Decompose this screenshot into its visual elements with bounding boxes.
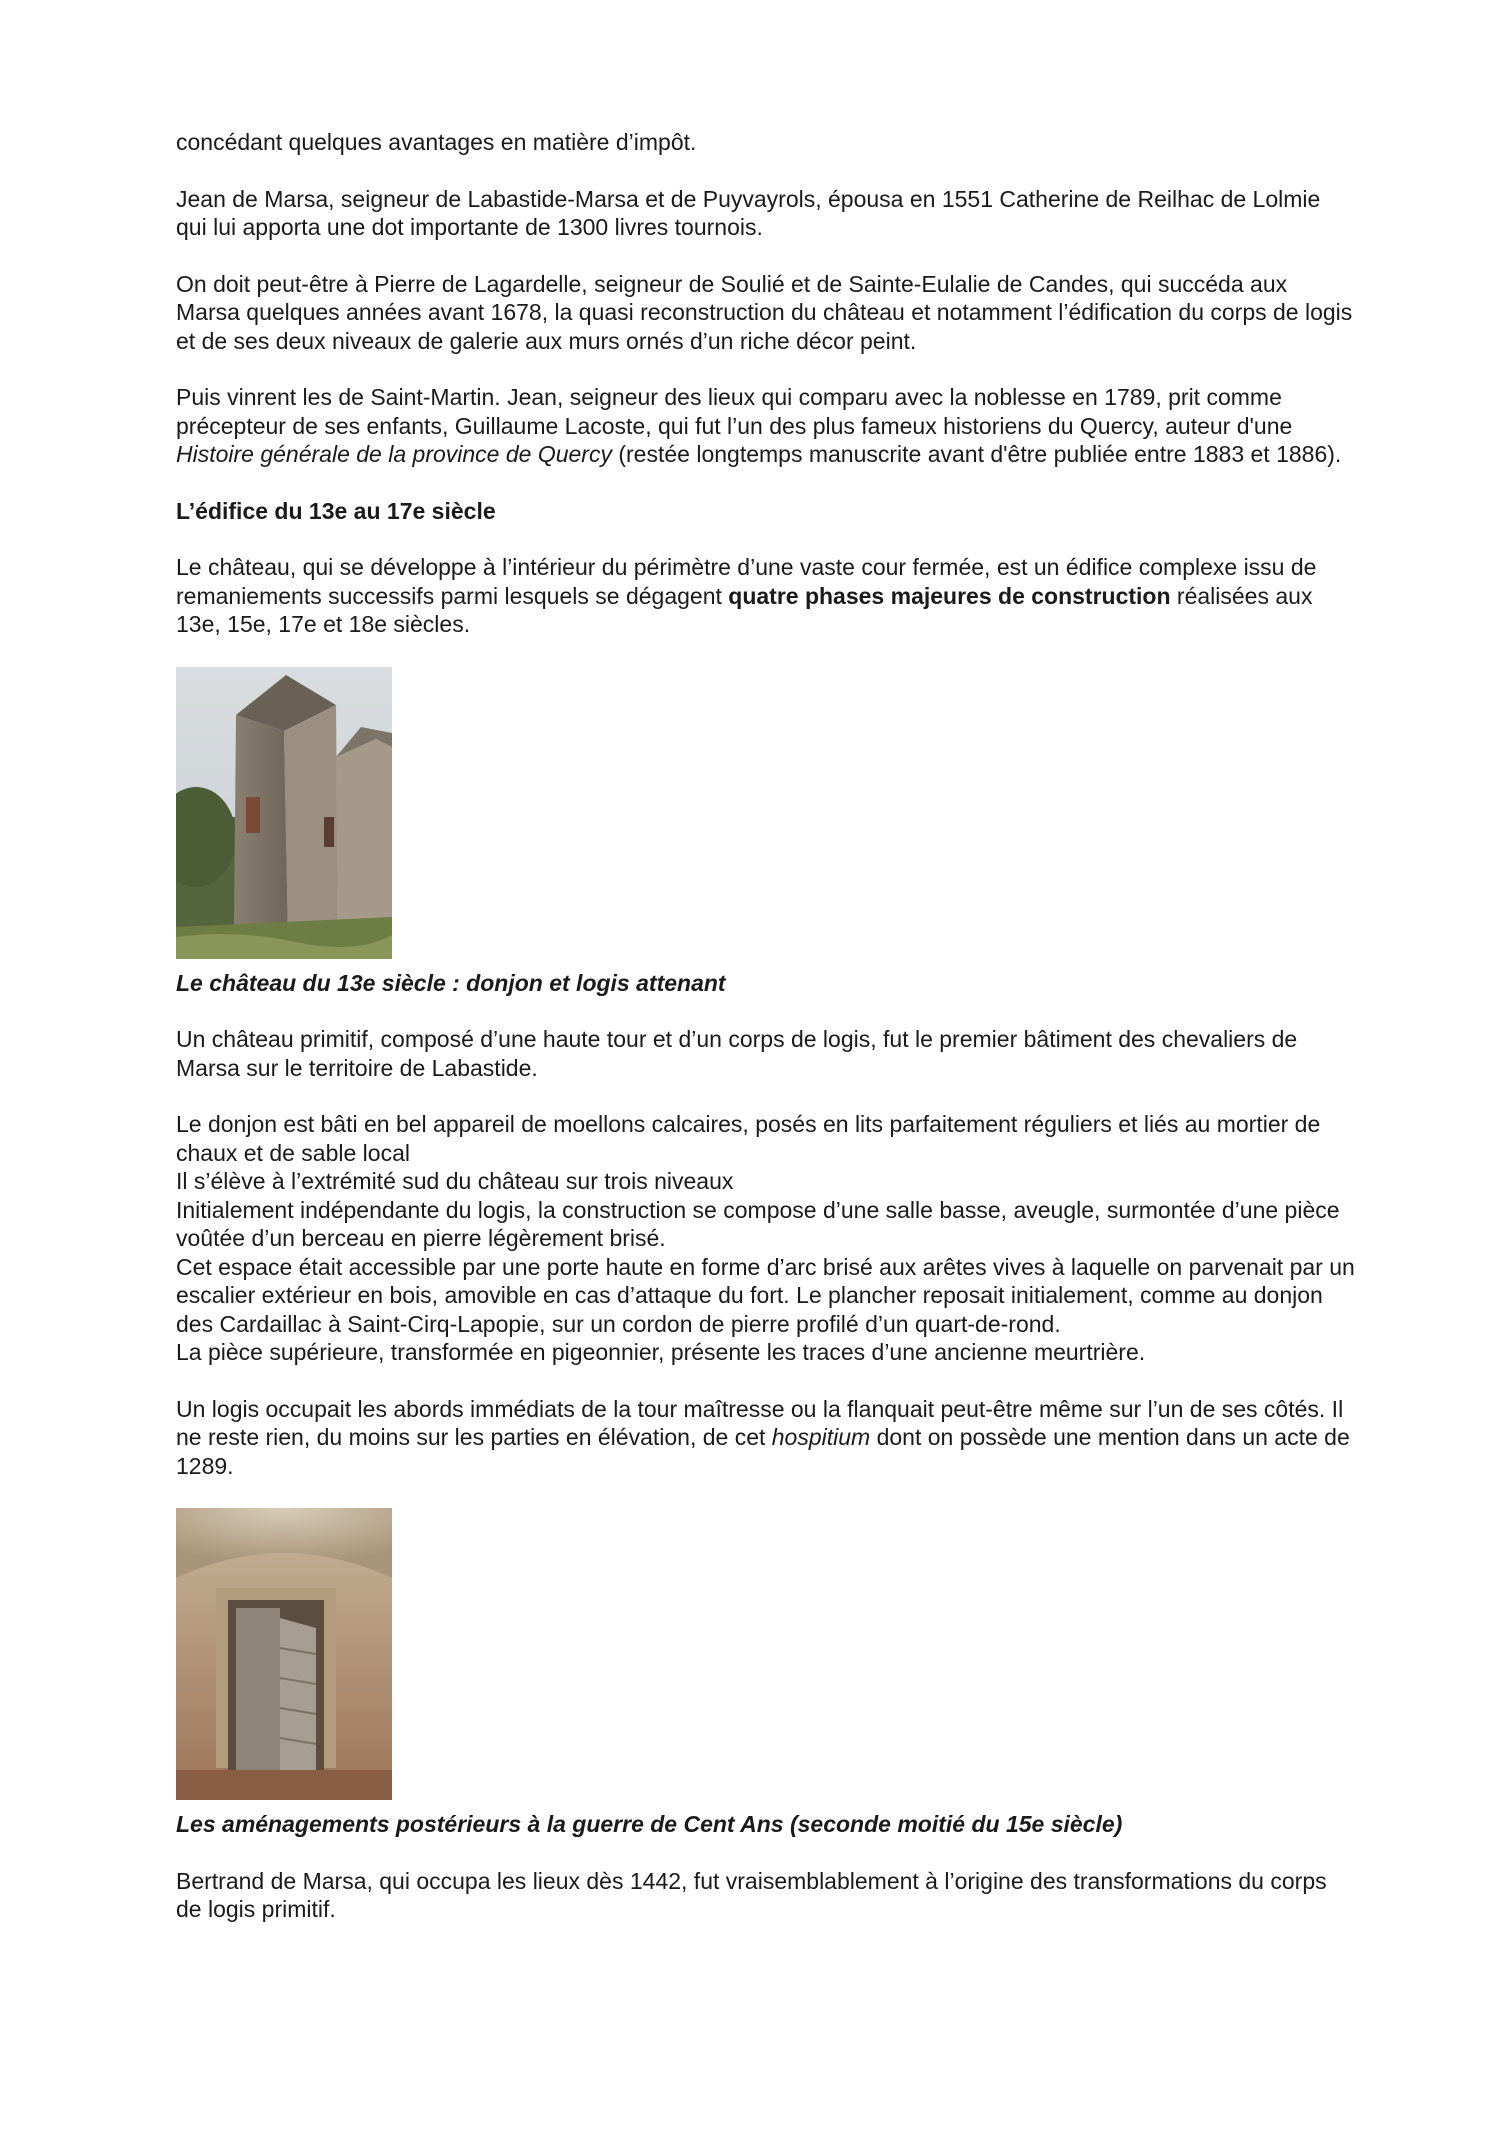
text-segment: réalisées aux 13e, 15e, 17e et 18e siècles.: [176, 582, 1313, 637]
paragraph-saint-martin: [176, 383, 1356, 469]
text-line: Le donjon est bâti en bel appareil de moellons calcaires, posés en lits parfaitement réguliers et liés au mortier de chaux et de sable local: [176, 1111, 1321, 1166]
text-segment: dont on possède une mention dans un acte de 1289.: [176, 1424, 1350, 1479]
text-line: Il s’élève à l’extrémité sud du château sur trois niveaux: [176, 1168, 734, 1194]
text-segment: (restée longtemps manuscrite avant d'être publiée entre 1883 et 1886).: [611, 441, 1342, 467]
photo-doorway: [176, 1508, 392, 1800]
text-segment: Un logis occupait les abords immédiats de la tour maîtresse ou la flanquait peut-être même sur l’un de ses côtés. Il ne reste rien, du moins sur les parties en élévation, de cet: [176, 1395, 1344, 1450]
text-line: Cet espace était accessible par une porte haute en forme d’arc brisé aux arêtes vives à laquelle on parvenait par un escalier extérieur en bois, amovible en cas d’attaque du fort. Le plancher reposait initialement, comme au donjon des Cardaillac à Saint-Cirq-Lapopie, sur un cordon de pierre profilé d’un quart-de-rond.: [176, 1253, 1355, 1337]
photo-donjon: [176, 667, 392, 959]
paragraph-lagardelle: On doit peut-être à Pierre de Lagardelle, seigneur de Soulié et de Sainte-Eulalie de Candes, qui succéda aux Marsa quelques années avant 1678, la quasi reconstruction du château et notamment l’édification du corps de logis et de ses deux niveaux de galerie aux murs ornés d’un riche décor peint.: [176, 270, 1353, 354]
paragraph-bertrand: Bertrand de Marsa, qui occupa les lieux dès 1442, fut vraisemblablement à l’origine des transformations du corps de logis primitif.: [176, 1867, 1327, 1922]
document-page: [176, 128, 1356, 1952]
emphasis-phases: quatre phases majeures de construction: [728, 582, 1171, 609]
paragraph-jean-de-marsa: Jean de Marsa, seigneur de Labastide-Marsa et de Puyvayrols, épousa en 1551 Catherine de Reilhac de Lolmie qui lui apporta une dot importante de 1300 livres tournois.: [176, 185, 1321, 240]
text-segment: Le château, qui se développe à l’intérieur du périmètre d’une vaste cour fermée, est un édifice complexe issu de remaniements successifs parmi lesquels se dégagent: [176, 554, 1317, 609]
paragraph-chateau-primitif: Un château primitif, composé d’une haute tour et d’un corps de logis, fut le premier bâtiment des chevaliers de Marsa sur le territoire de Labastide.: [176, 1026, 1298, 1081]
paragraph-donjon: [176, 1110, 1356, 1367]
paragraph-chateau-phases: [176, 553, 1356, 639]
section-heading: L’édifice du 13e au 17e siècle: [176, 497, 496, 524]
book-title: Histoire générale de la province de Quercy: [176, 441, 612, 467]
text-line: Initialement indépendante du logis, la construction se compose d’une salle basse, aveugle, surmontée d’une pièce voûtée d’un berceau en pierre légèrement brisé.: [176, 1196, 1340, 1251]
latin-term: hospitium: [771, 1424, 871, 1450]
text-segment: Puis vinrent les de Saint-Martin. Jean, seigneur des lieux qui comparu avec la noblesse en 1789, prit comme précepteur de ses enfants, Guillaume Lacoste, qui fut l’un des plus fameux historiens du Quercy, auteur d'une: [176, 384, 1293, 439]
caption-cent-ans: Les aménagements postérieurs à la guerre de Cent Ans (seconde moitié du 15e siècle): [176, 1811, 1123, 1837]
text-line: La pièce supérieure, transformée en pigeonnier, présente les traces d’une ancienne meurtrière.: [176, 1339, 1146, 1365]
caption-donjon: Le château du 13e siècle : donjon et logis attenant: [176, 969, 726, 996]
paragraph-logis: [176, 1395, 1356, 1481]
paragraph-tax: concédant quelques avantages en matière d’impôt.: [176, 129, 697, 155]
